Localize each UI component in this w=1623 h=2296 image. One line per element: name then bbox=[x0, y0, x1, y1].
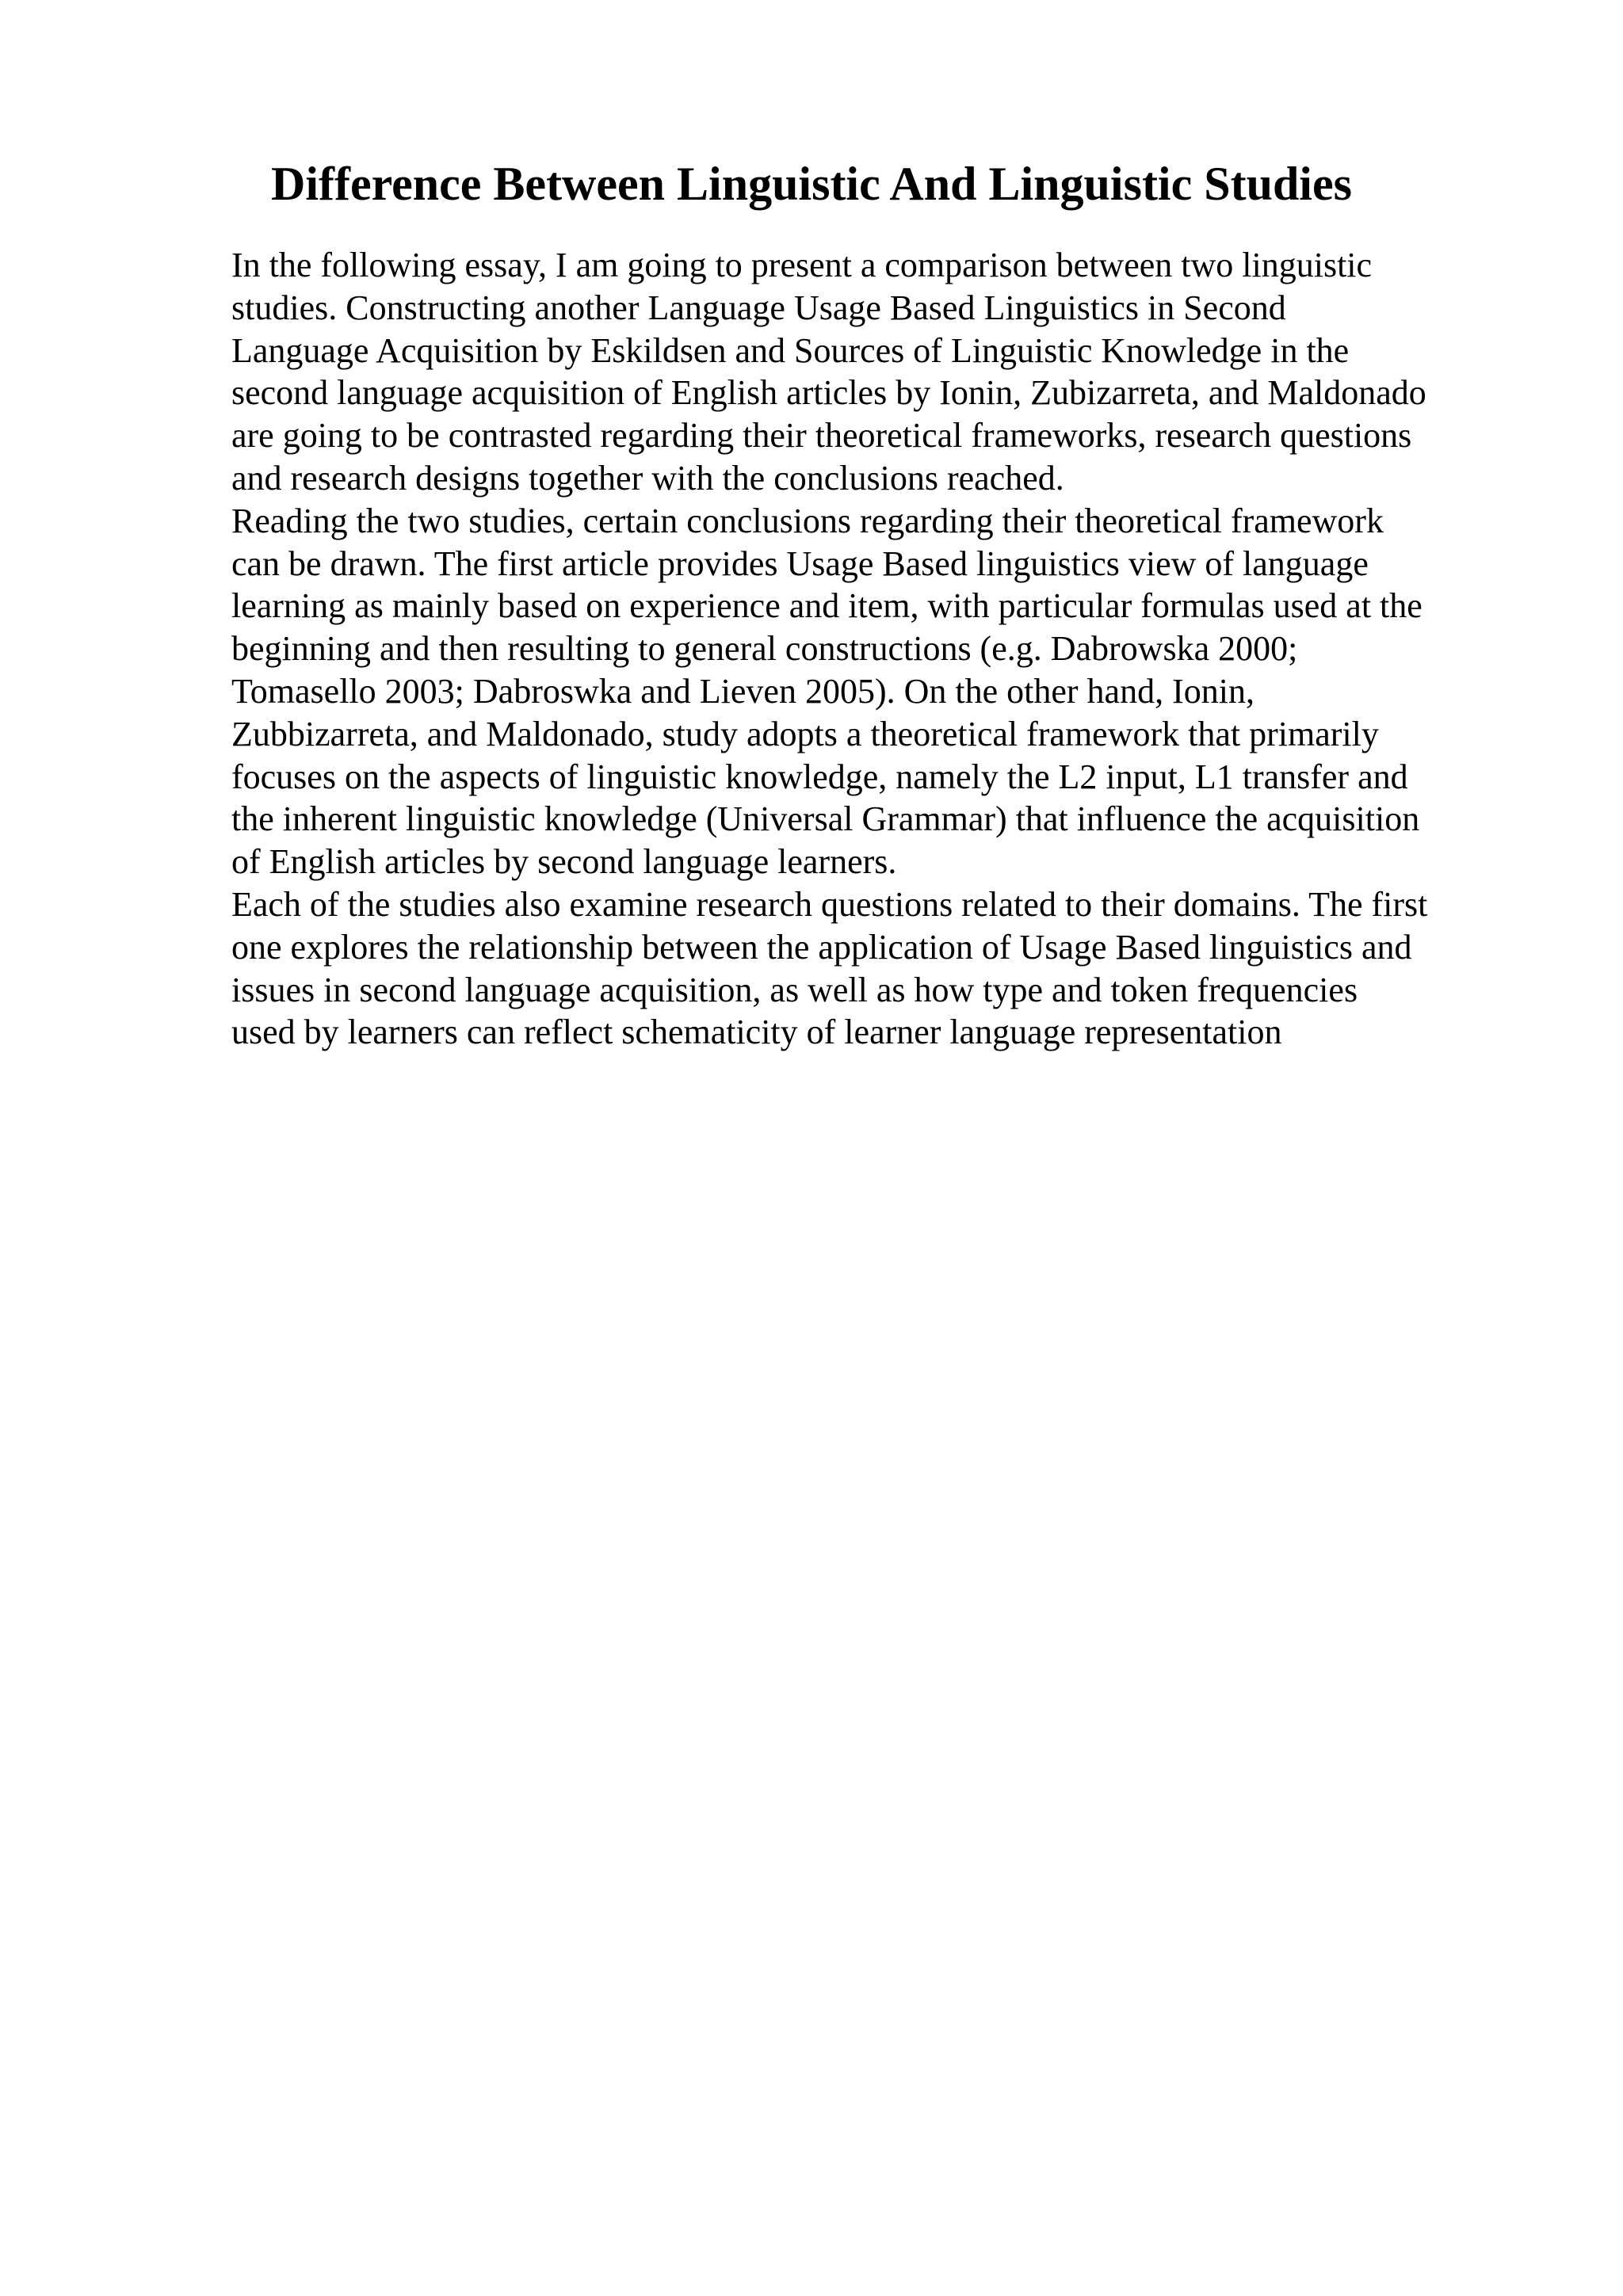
text-line: Language Acquisition by Eskildsen and Sources of Linguistic Knowledge in the bbox=[231, 330, 1350, 370]
text-line: Tomasello 2003; Dabroswka and Lieven 2005). On the other hand, Ionin, bbox=[231, 671, 1254, 711]
text-line: of English articles by second language learners. bbox=[231, 842, 897, 882]
text-line: Reading the two studies, certain conclusions regarding their theoretical framework bbox=[231, 501, 1384, 540]
text-line: Each of the studies also examine research questions related to their domains. The first bbox=[231, 884, 1428, 924]
document-title: Difference Between Linguistic And Linguistic Studies bbox=[271, 158, 1352, 210]
text-line: issues in second language acquisition, as well as how type and token frequencies bbox=[231, 970, 1358, 1009]
text-line: beginning and then resulting to general constructions (e.g. Dabrowska 2000; bbox=[231, 629, 1298, 669]
text-line: the inherent linguistic knowledge (Universal Grammar) that influence the acquisition bbox=[231, 799, 1420, 839]
text-line: second language acquisition of English articles by Ionin, Zubizarreta, and Maldonado bbox=[231, 373, 1426, 413]
text-line: one explores the relationship between the application of Usage Based linguistics and bbox=[231, 927, 1412, 967]
text-line: Zubbizarreta, and Maldonado, study adopts a theoretical framework that primarily bbox=[231, 714, 1379, 753]
text-line: In the following essay, I am going to present a comparison between two linguistic bbox=[231, 246, 1373, 284]
text-line: studies. Constructing another Language Usage Based Linguistics in Second bbox=[231, 288, 1286, 327]
text-line: are going to be contrasted regarding their theoretical frameworks, research questions bbox=[231, 416, 1412, 456]
document-body bbox=[231, 244, 1531, 1054]
text-line: focuses on the aspects of linguistic knowledge, namely the L2 input, L1 transfer and bbox=[231, 757, 1408, 796]
text-line: can be drawn. The first article provides Usage Based linguistics view of language bbox=[231, 543, 1369, 583]
paragraph-research-questions bbox=[231, 883, 1531, 1054]
text-line: learning as mainly based on experience and item, with particular formulas used at the bbox=[231, 586, 1423, 626]
paragraph-introduction bbox=[231, 244, 1531, 500]
paragraph-theoretical-framework bbox=[231, 500, 1531, 883]
text-line: and research designs together with the conclusions reached. bbox=[231, 458, 1064, 498]
text-line: used by learners can reflect schematicity of learner language representation bbox=[231, 1013, 1282, 1052]
